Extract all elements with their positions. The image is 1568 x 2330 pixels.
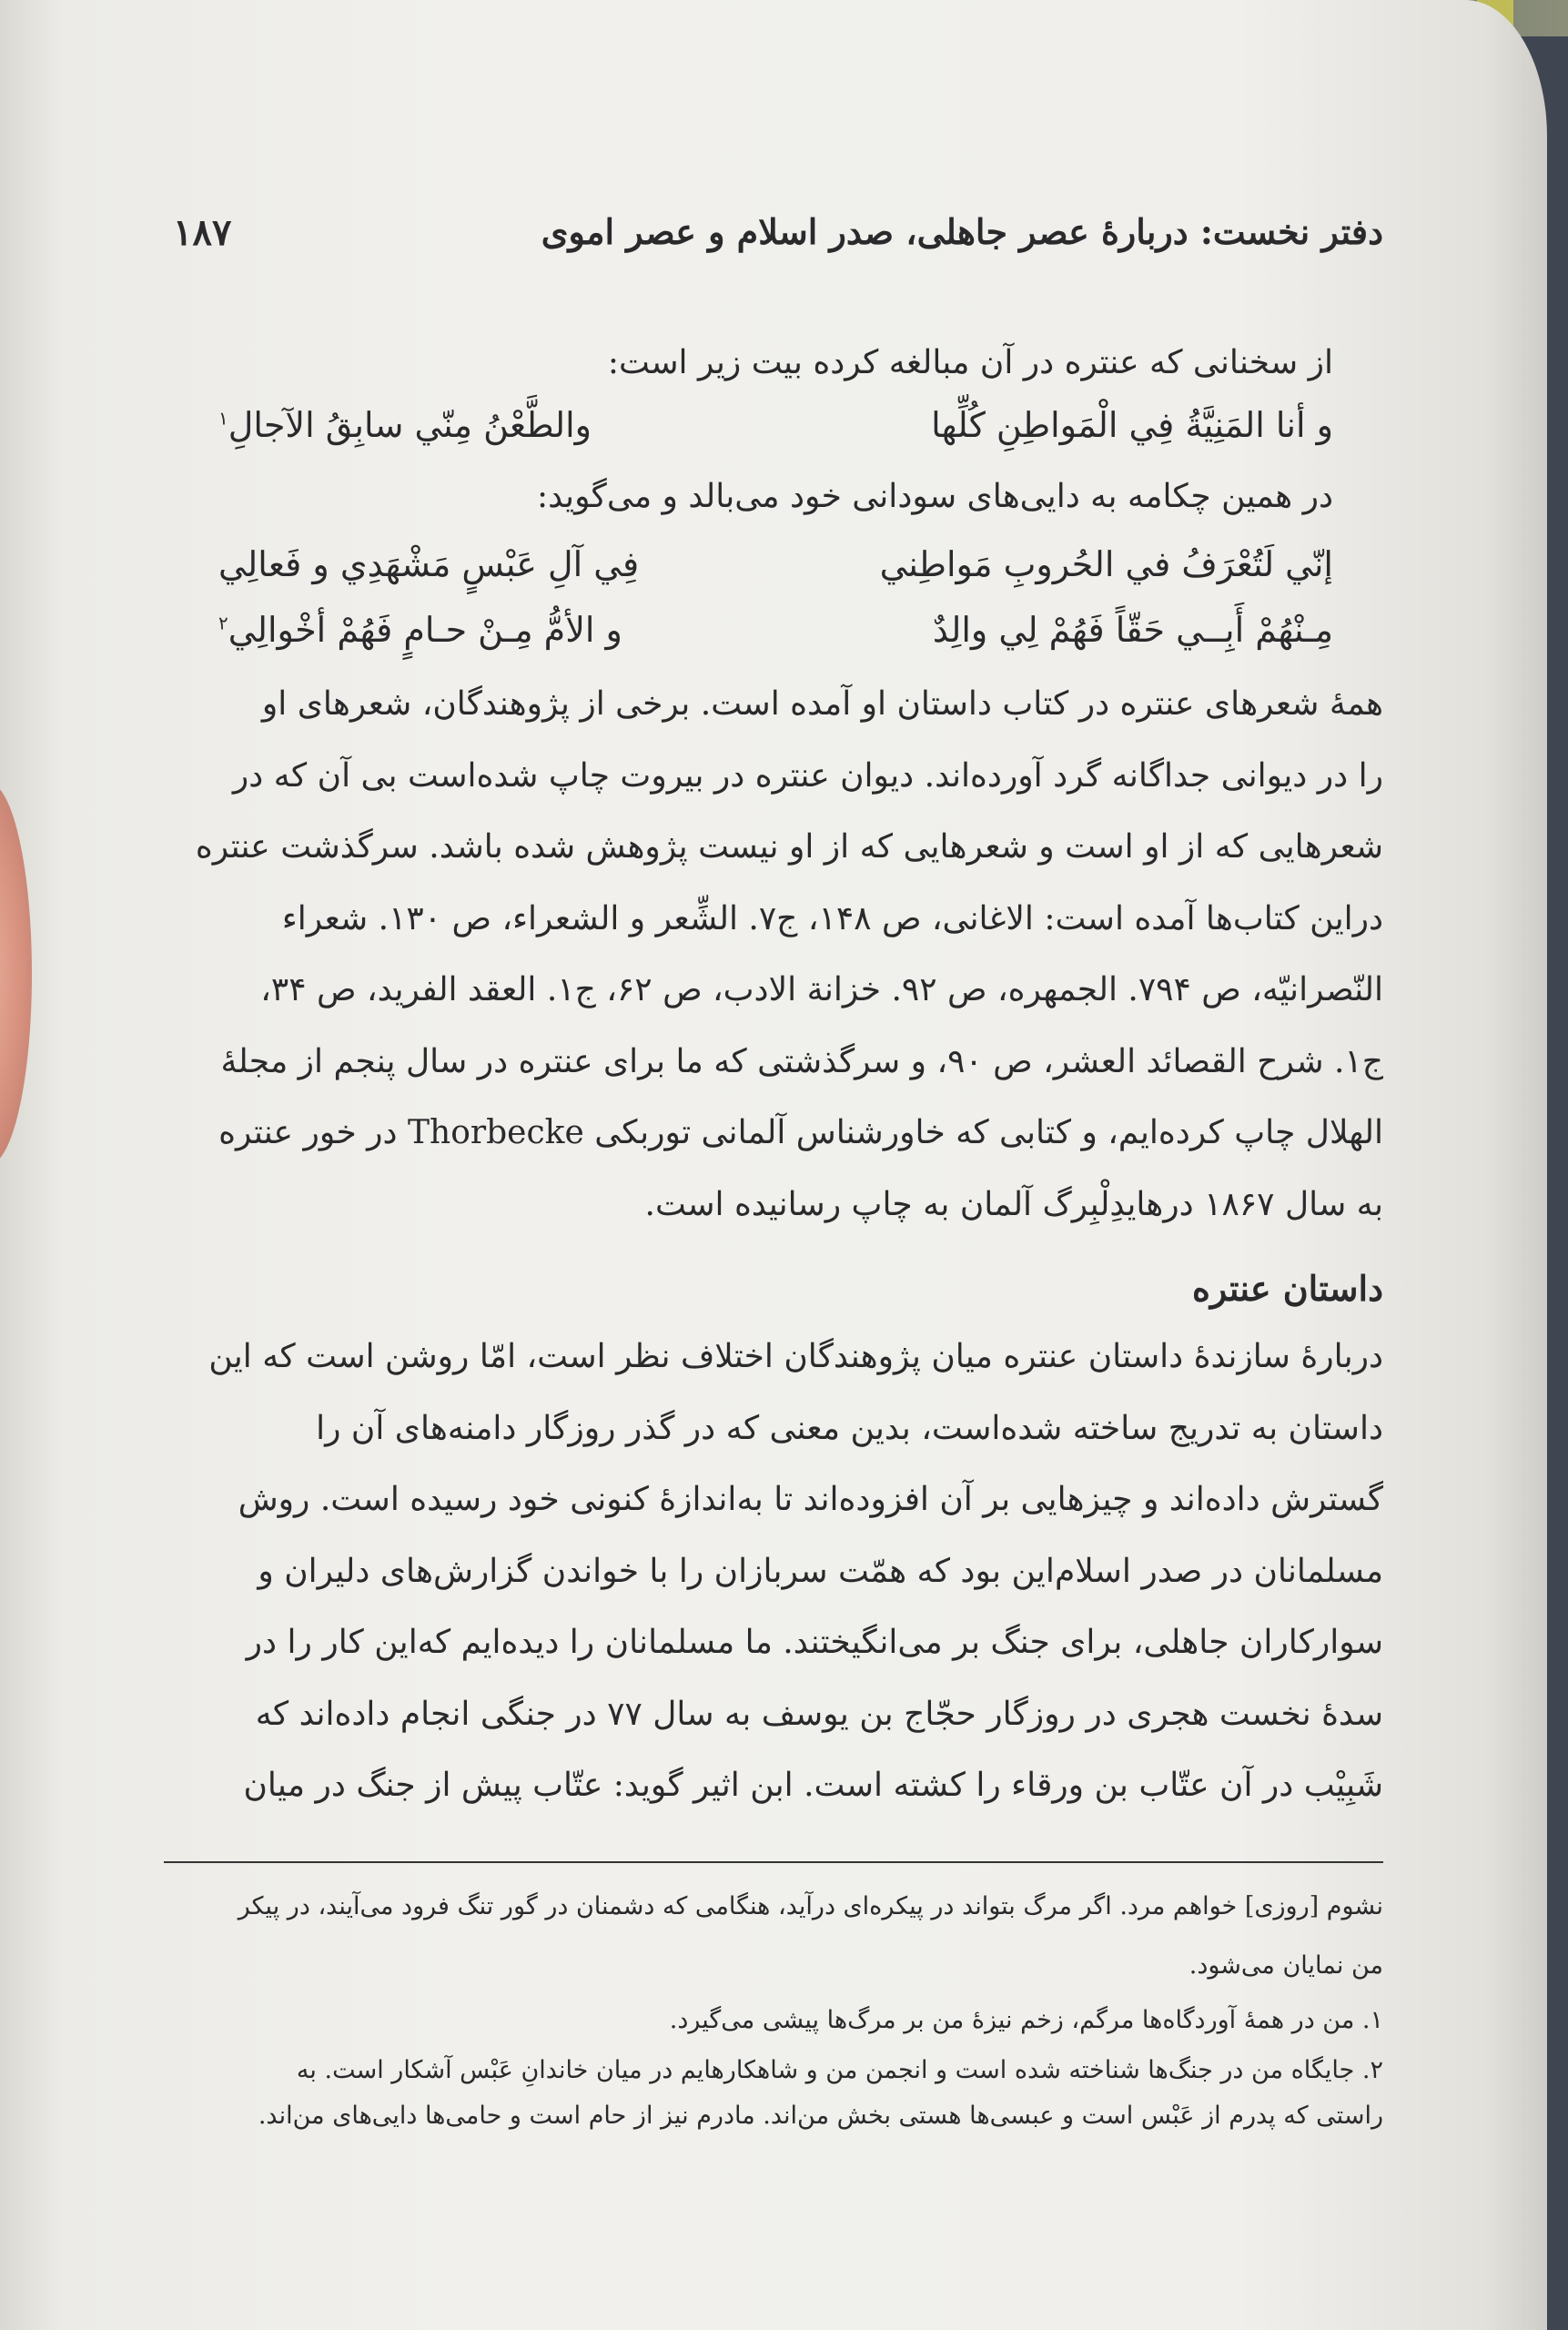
- paragraph-2-line: گسترش داده‌اند و چیزهایی بر آن افزوده‌اند تا به‌اندازۀ کنونی خود رسیده است. روش: [238, 1481, 1383, 1518]
- verse-1-first-hemistich: و أنا المَنِيَّةُ فِي الْمَواطِنِ كُلِّها: [931, 405, 1333, 445]
- intro-line: از سخنانی که عنتره در آن مبالغه کرده بیت زیر است:: [607, 344, 1333, 381]
- footnote-marker-1: ۱: [218, 407, 228, 430]
- paragraph-1-line: را در دیوانی جداگانه گرد آورده‌اند. دیوان عنتره در بیروت چاپ شده‌است بی آن که در: [232, 756, 1383, 795]
- running-header: [164, 211, 1383, 266]
- paragraph-2-line: سدۀ نخست هجری در روزگار حجّاج بن یوسف به سال ۷۷ در جنگی انجام داده‌اند که: [255, 1695, 1383, 1733]
- paragraph-1-line: النّصرانیّه، ص ۷۹۴. الجمهره، ص ۹۲. خزانة الادب، ص ۶۲، ج۱. العقد الفرید، ص ۳۴،: [260, 971, 1383, 1008]
- footnote-continuation: نشوم [روزی] خواهم مرد. اگر مرگ بتواند در پیکره‌ای درآید، هنگامی که دشمنان در گور تنگ فرود می‌آیند، در پیکر: [238, 1892, 1383, 1920]
- paragraph-1-line: دراین کتاب‌ها آمده است: الاغانی، ص ۱۴۸، ج۷. الشِّعر و الشعراء، ص ۱۳۰. شعراء: [281, 899, 1383, 937]
- footnote-marker-2: ۲: [218, 612, 228, 634]
- footnote-divider: [164, 1861, 1383, 1863]
- paragraph-1-line: همۀ شعرهای عنتره در کتاب داستان او آمده است. برخی از پژوهندگان، شعرهای او: [261, 685, 1383, 723]
- paragraph-1-line: ج۱. شرح القصائد العشر، ص ۹۰، و سرگذشتی که ما برای عنتره در سال پنجم از مجلۀ: [220, 1042, 1383, 1080]
- running-title: دفتر نخست: دربارۀ عصر جاهلی، صدر اسلام و عصر اموی: [541, 211, 1383, 252]
- page-number: ۱۸۷: [173, 211, 232, 254]
- footnote-continuation-end: من نمایان می‌شود.: [1189, 1951, 1383, 1980]
- verse-2: [164, 544, 1383, 608]
- footnote-2: ۲. جایگاه من در جنگ‌ها شناخته شده است و انجمن من و شاهکارهایم در میان خاندانِ عَبْس آشکار است. به: [296, 2056, 1383, 2084]
- paragraph-2-line: سوارکاران جاهلی، برای جنگ بر می‌انگیختند. ما مسلمانان را دیده‌ایم که‌این کار را در: [246, 1624, 1383, 1661]
- paragraph-1-line: شعرهایی که از او است و شعرهایی که از او نیست پژوهش شده باشد. سرگذشت عنتره: [195, 828, 1383, 866]
- footnote-1: ۱. من در همۀ آوردگاه‌ها مرگم، زخم نیزۀ من بر مرگ‌ها پیشی می‌گیرد.: [669, 2006, 1383, 2034]
- verse-2-second-hemistich: فِي آلِ عَبْسٍ مَشْهَدِي و فَعالِي: [218, 544, 640, 584]
- paragraph-1-line: به سال ۱۸۶۷ درهایدِلْبِرگ آلمان به چاپ رسانیده است.: [644, 1185, 1383, 1223]
- thumb: [0, 783, 32, 1165]
- intro-line-2: در همین چکامه به دایی‌های سودانی خود می‌بالد و می‌گوید:: [537, 478, 1333, 515]
- paragraph-2-line: داستان به تدریج ساخته شده‌است، بدین معنی که در گذر روزگار دامنه‌های آن را: [316, 1409, 1383, 1447]
- verse-1-second-hemistich: والطَّعْنُ مِنّي سابِقُ الآجالِ$^۱$: [218, 405, 592, 445]
- section-title: داستان عنتره: [1192, 1268, 1383, 1309]
- verse-1: [164, 405, 1383, 469]
- paragraph-2-line: دربارۀ سازندۀ داستان عنتره میان پژوهندگان اختلاف نظر است، امّا روشن است که این: [208, 1338, 1383, 1375]
- footnote-2-cont: راستی که پدرم از عَبْس است و عبسی‌ها هستی بخش من‌اند. مادرم نیز از حام است و حامی‌ها دایی‌های من‌اند.: [258, 2102, 1383, 2130]
- paragraph-2-line: مسلمانان در صدر اسلام‌این بود که همّت سربازان را با خواندن گزارش‌های دلیران و: [258, 1552, 1383, 1590]
- verse-2-first-hemistich: إنّي لَتُعْرَفُ في الحُروبِ مَواطِني: [879, 544, 1333, 584]
- page-content: [164, 0, 1383, 2330]
- verse-3-second-hemistich: و الأمُّ مِـنْ حـامٍ فَهُمْ أخْوالِي$^۲$: [218, 610, 622, 650]
- paragraph-2: [164, 1331, 1383, 1831]
- verse-3: [164, 610, 1383, 674]
- paragraph-2-line: شَبِیْب در آن عتّاب بن ورقاء را کشته است. ابن اثیر گوید: عتّاب پیش از جنگ در میان: [243, 1767, 1383, 1804]
- paragraph-1: [164, 678, 1383, 1250]
- paragraph-1-line: الهلال چاپ کرده‌ایم، و کتابی که خاورشناس آلمانی توربکی Thorbecke در خور عنتره: [218, 1114, 1383, 1151]
- verse-3-first-hemistich: مِـنْهُمْ أَبِــي حَقّاً فَهُمْ لِي والِدٌ: [932, 610, 1333, 650]
